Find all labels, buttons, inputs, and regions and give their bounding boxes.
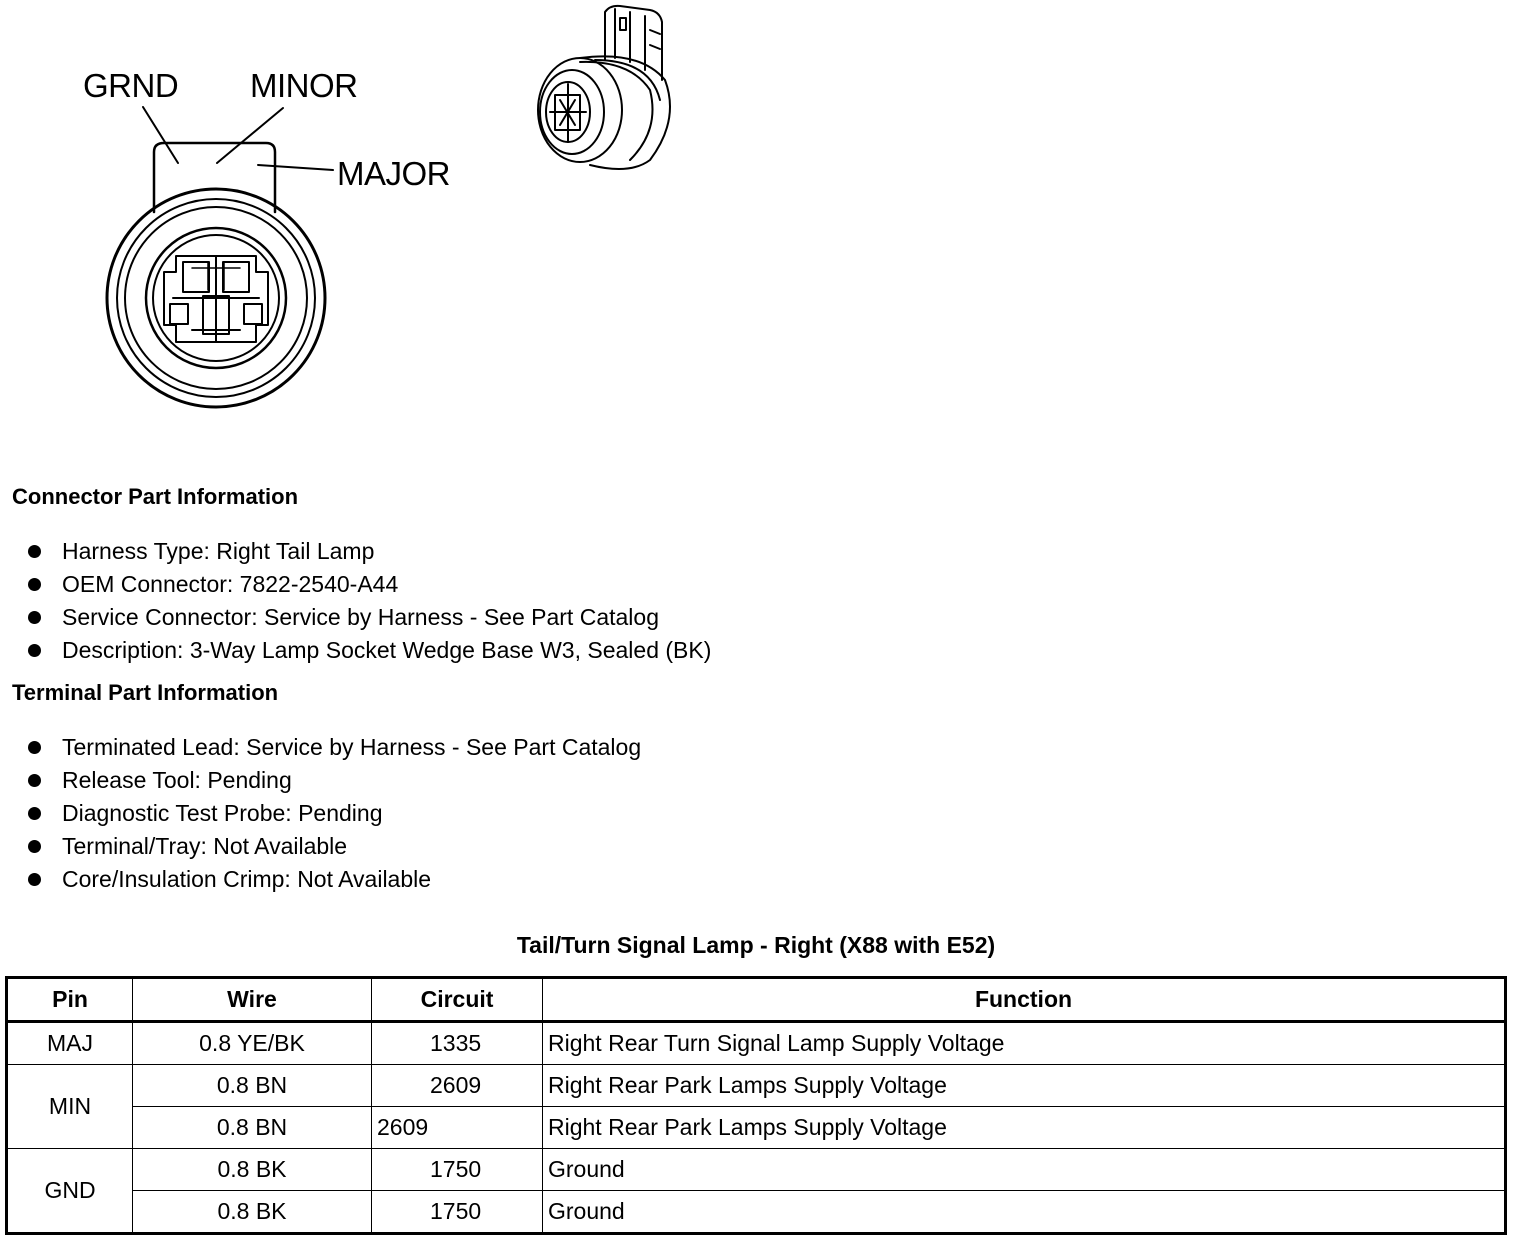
circuit-cell: 1750 [372,1149,543,1191]
pin-cell: MAJ [7,1022,133,1065]
table-row [7,1191,1506,1234]
bullet-icon [28,741,41,754]
list-item: Service Connector: Service by Harness - See Part Catalog [28,606,711,639]
function-cell: Right Rear Park Lamps Supply Voltage [543,1107,1506,1149]
bullet-icon [28,774,41,787]
terminal-info-title: Terminal Part Information [12,680,279,705]
major-label: MAJOR [337,155,450,192]
bullet-icon [28,807,41,820]
function-cell: Right Rear Turn Signal Lamp Supply Voltage [543,1022,1506,1065]
header-circuit: Circuit [372,978,543,1022]
circuit-cell: 1335 [372,1022,543,1065]
list-item: Terminal/Tray: Not Available [28,835,641,868]
minor-label: MINOR [250,67,358,104]
wire-cell: 0.8 BK [133,1149,372,1191]
connector-isometric-drawing [520,0,700,180]
wire-cell: 0.8 YE/BK [133,1022,372,1065]
wire-cell: 0.8 BN [133,1107,372,1149]
bullet-icon [28,873,41,886]
pin-cell: MIN [7,1065,133,1149]
connector-info-title: Connector Part Information [12,484,299,509]
table-header-row [7,978,1506,1022]
list-item: Release Tool: Pending [28,769,641,802]
list-item: Diagnostic Test Probe: Pending [28,802,641,835]
connector-info-list [28,540,711,672]
table-title: Tail/Turn Signal Lamp - Right (X88 with E52) [516,932,996,958]
table-row [7,1107,1506,1149]
list-item: Core/Insulation Crimp: Not Available [28,868,641,901]
grnd-leader-line [143,107,178,163]
bullet-icon [28,545,41,558]
terminal-info-list [28,736,641,901]
pin-cell: GND [7,1149,133,1234]
circuit-cell: 2609 [372,1107,543,1149]
major-leader-line [258,165,333,170]
function-cell: Ground [543,1191,1506,1234]
bullet-icon [28,644,41,657]
list-item: Terminated Lead: Service by Harness - See Part Catalog [28,736,641,769]
list-item: Harness Type: Right Tail Lamp [28,540,711,573]
function-cell: Ground [543,1149,1506,1191]
grnd-label: GRND [83,67,179,104]
table-row [7,1149,1506,1191]
table-row [7,1065,1506,1107]
wire-cell: 0.8 BN [133,1065,372,1107]
circuit-cell: 2609 [372,1065,543,1107]
header-wire: Wire [133,978,372,1022]
circuit-cell: 1750 [372,1191,543,1234]
minor-leader-line [217,108,283,163]
header-function: Function [543,978,1506,1022]
bullet-icon [28,611,41,624]
list-item: OEM Connector: 7822-2540-A44 [28,573,711,606]
header-pin: Pin [7,978,133,1022]
bullet-icon [28,840,41,853]
table-row [7,1022,1506,1065]
connector-diagram [0,0,720,460]
wire-cell: 0.8 BK [133,1191,372,1234]
bullet-icon [28,578,41,591]
function-cell: Right Rear Park Lamps Supply Voltage [543,1065,1506,1107]
list-item: Description: 3-Way Lamp Socket Wedge Base W3, Sealed (BK) [28,639,711,672]
pinout-table [5,976,1507,1235]
